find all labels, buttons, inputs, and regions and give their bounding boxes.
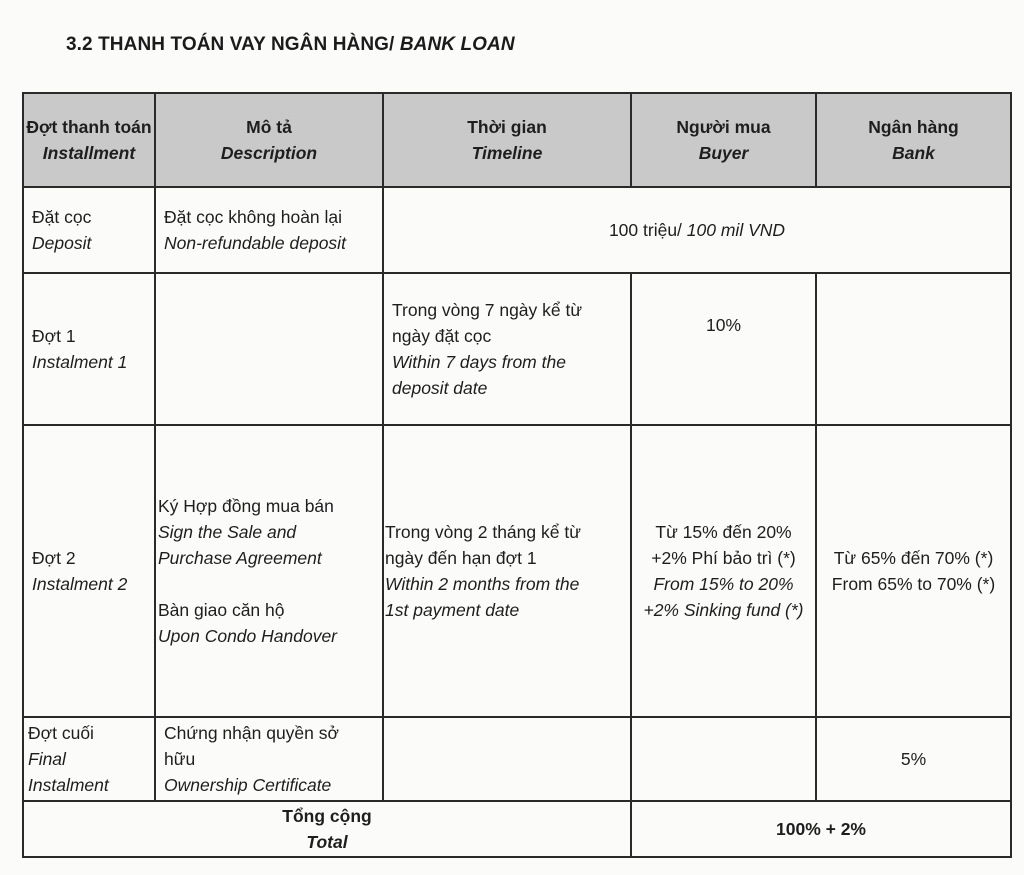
cell-final-bank <box>816 717 1011 801</box>
instalment2-description-en-1a: Sign the Sale and <box>158 522 297 542</box>
cell-instalment1-bank <box>816 273 1011 425</box>
final-description-en: Ownership Certificate <box>164 775 332 795</box>
cell-instalment2-bank <box>816 425 1011 717</box>
instalment1-installment-en: Instalment 1 <box>32 352 128 372</box>
instalment2-bank-en: From 65% to 70% (*) <box>831 574 996 594</box>
table-row-instalment-2 <box>23 425 1011 717</box>
cell-instalment1-description <box>155 273 383 425</box>
instalment2-installment-vi: Đợt 2 <box>32 548 76 568</box>
cell-instalment2-description <box>155 425 383 717</box>
header-installment-en: Installment <box>42 143 136 163</box>
total-label-vi: Tổng cộng <box>282 806 372 826</box>
total-label-en: Total <box>306 832 348 852</box>
final-installment-vi: Đợt cuối <box>28 723 94 743</box>
header-installment <box>23 93 155 187</box>
deposit-description-vi: Đặt cọc không hoàn lại <box>164 207 343 227</box>
instalment2-timeline-en-2: 1st payment date <box>385 600 520 620</box>
cell-instalment1-timeline <box>383 273 631 425</box>
instalment2-buyer-vi-2: +2% Phí bảo trì (*) <box>651 548 796 568</box>
instalment2-description-en-2: Upon Condo Handover <box>158 626 338 646</box>
instalment1-buyer-value: 10% <box>705 315 742 335</box>
cell-final-buyer <box>631 717 816 801</box>
table-row-instalment-1 <box>23 273 1011 425</box>
instalment2-description-vi-2: Bàn giao căn hộ <box>158 600 285 620</box>
total-value: 100% + 2% <box>776 819 866 839</box>
cell-instalment2-timeline <box>383 425 631 717</box>
cell-final-installment <box>23 717 155 801</box>
instalment2-installment-en: Instalment 2 <box>32 574 128 594</box>
instalment1-timeline-en-2: deposit date <box>392 378 488 398</box>
deposit-description-en: Non-refundable deposit <box>164 233 346 253</box>
instalment2-buyer-en-2: +2% Sinking fund (*) <box>643 600 804 620</box>
cell-total-label <box>23 801 631 857</box>
instalment2-description-vi-1: Ký Hợp đồng mua bán <box>158 496 334 516</box>
header-installment-vi: Đợt thanh toán <box>26 117 152 137</box>
section-title-en: BANK LOAN <box>399 34 515 55</box>
instalment2-timeline-en-1: Within 2 months from the <box>385 574 580 594</box>
spacer <box>158 571 382 597</box>
final-installment-en-2: Instalment <box>28 775 109 795</box>
deposit-installment-en: Deposit <box>32 233 92 253</box>
header-timeline-en: Timeline <box>471 143 543 163</box>
cell-deposit-installment <box>23 187 155 273</box>
instalment2-bank-vi: Từ 65% đến 70% (*) <box>833 548 994 568</box>
cell-deposit-amount <box>383 187 1011 273</box>
header-buyer-vi: Người mua <box>676 117 771 137</box>
deposit-amount-en: 100 mil VND <box>686 220 786 240</box>
cell-instalment2-buyer <box>631 425 816 717</box>
instalment1-installment-vi: Đợt 1 <box>32 326 76 346</box>
header-buyer-en: Buyer <box>698 143 749 163</box>
section-title <box>66 34 515 56</box>
header-description-vi: Mô tả <box>246 117 292 137</box>
cell-instalment1-installment <box>23 273 155 425</box>
cell-instalment1-buyer <box>631 273 816 425</box>
cell-deposit-description <box>155 187 383 273</box>
header-timeline <box>383 93 631 187</box>
final-installment-en-1: Final <box>28 749 66 769</box>
cell-total-value <box>631 801 1011 857</box>
bank-loan-table <box>22 92 1012 858</box>
final-description-vi-2: hữu <box>164 749 196 769</box>
table-row-deposit <box>23 187 1011 273</box>
header-row <box>23 93 1011 187</box>
cell-instalment2-installment <box>23 425 155 717</box>
header-description-en: Description <box>220 143 318 163</box>
instalment1-timeline-vi-1: Trong vòng 7 ngày kể từ <box>392 300 583 320</box>
instalment2-timeline-vi-1: Trong vòng 2 tháng kể từ <box>385 522 581 542</box>
header-buyer <box>631 93 816 187</box>
header-bank-en: Bank <box>892 143 935 163</box>
instalment2-timeline-vi-2: ngày đến hạn đợt 1 <box>385 548 537 568</box>
final-description-vi-1: Chứng nhận quyền sở <box>164 723 339 743</box>
cell-final-timeline <box>383 717 631 801</box>
instalment1-timeline-en-1: Within 7 days from the <box>392 352 566 372</box>
header-description <box>155 93 383 187</box>
cell-final-description <box>155 717 383 801</box>
deposit-amount-vi: 100 triệu/ <box>608 220 682 240</box>
instalment1-timeline-vi-2: ngày đặt cọc <box>392 326 492 346</box>
instalment2-description-en-1b: Purchase Agreement <box>158 548 322 568</box>
header-bank-vi: Ngân hàng <box>868 117 959 137</box>
instalment2-buyer-vi-1: Từ 15% đến 20% <box>655 522 792 542</box>
final-bank-value: 5% <box>900 749 927 769</box>
header-bank <box>816 93 1011 187</box>
section-title-vi: 3.2 THANH TOÁN VAY NGÂN HÀNG/ <box>66 34 395 55</box>
table-row-total <box>23 801 1011 857</box>
instalment2-buyer-en-1: From 15% to 20% <box>653 574 794 594</box>
table-row-final <box>23 717 1011 801</box>
header-timeline-vi: Thời gian <box>467 117 547 137</box>
deposit-installment-vi: Đặt cọc <box>32 207 92 227</box>
